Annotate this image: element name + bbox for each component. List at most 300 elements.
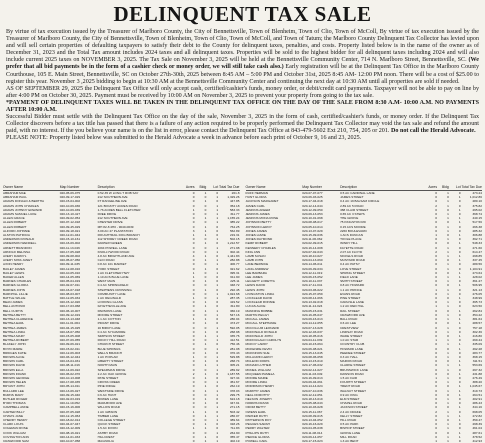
lot: 1	[458, 258, 461, 263]
map-number: 020-08-08-017	[302, 220, 323, 225]
description: FAYETTE ROAD	[340, 245, 364, 250]
lot: 0	[216, 224, 219, 229]
owner-name: ARNOLD MELISSA	[3, 249, 31, 254]
owner-name: BETHEA ROBERT	[3, 338, 29, 343]
acres: 1	[192, 207, 195, 212]
description: 0.15 ACS MOORE	[340, 224, 366, 229]
lot: 0	[458, 438, 461, 443]
owner-name: JONES LIZZIE	[245, 233, 266, 238]
acres: 0	[192, 199, 195, 204]
owner-name: LEWIS JOHN	[245, 287, 265, 292]
listing-column-left	[3, 185, 240, 443]
map-number: 020-12-01-044	[59, 233, 81, 238]
total-due: 473.27	[229, 321, 240, 326]
owner-name: NEAL DOROTHY	[245, 392, 270, 397]
acres: 1	[435, 375, 438, 380]
lot: 1	[216, 413, 219, 418]
bldg: 0	[204, 249, 207, 254]
owner-name: CRAWFORD SAM	[3, 438, 29, 443]
description: 0.65 AC 3 STEPS	[340, 212, 365, 217]
owner-name: CARTER BILLY	[3, 409, 25, 414]
bldg: 0	[204, 237, 207, 242]
map-number: 020-12-15-063	[59, 413, 81, 418]
bldg: 0	[447, 430, 449, 435]
total-due: 273.64	[472, 270, 482, 275]
header-description: Description	[97, 185, 115, 189]
bldg: 0	[447, 207, 449, 212]
lot: 1	[216, 237, 219, 242]
bldg: 1	[447, 367, 449, 372]
bldg: 1	[447, 325, 449, 330]
bldg: 0	[447, 371, 449, 376]
acres: 0	[435, 354, 438, 359]
description: HILL ROAD	[340, 417, 357, 422]
bldg: 0	[447, 220, 449, 225]
acres: 0	[435, 300, 438, 305]
lot: 1	[458, 254, 461, 259]
bldg: 1	[447, 342, 449, 347]
map-number: 020-07-09-055	[59, 338, 81, 343]
bldg: 0	[204, 367, 207, 372]
map-number: 020-09-17-029	[59, 195, 81, 200]
acres: 0	[192, 350, 195, 355]
owner-name: AXON HENRY	[3, 262, 24, 267]
owner-name: KING ANN	[245, 249, 261, 254]
map-number: 020-10-09-036	[59, 203, 81, 208]
owner-name: BULLARD LEE	[3, 388, 24, 393]
total-due: 311.51	[472, 359, 482, 364]
acres: 0	[435, 333, 438, 338]
bldg: 1	[447, 375, 449, 380]
acres: 0	[435, 228, 438, 233]
acres: 0	[435, 241, 438, 246]
total-due: 611.90	[230, 275, 240, 280]
map-number: 020-07-10-036	[302, 388, 323, 393]
acres: 2	[435, 203, 438, 208]
description: NORTH MAIN	[97, 363, 118, 368]
total-due: 306.88	[472, 233, 482, 238]
owner-name: ADAMS JOHN CHARLES	[3, 203, 39, 208]
description: YORK STREET	[97, 266, 120, 271]
acres: 0	[192, 325, 195, 330]
owner-name: ARNETT BRANDON	[3, 245, 32, 250]
lot: 0	[458, 375, 461, 380]
acres: 0	[192, 241, 195, 246]
owner-name: MCKENZIE KEVIN	[245, 346, 272, 351]
acres: 0	[435, 296, 438, 301]
lot: 0	[458, 300, 461, 305]
map-number: 020-04-05-038	[302, 426, 323, 431]
total-due: 302.36	[472, 329, 482, 334]
owner-name: BETHEA MARY	[3, 333, 25, 338]
bldg: 1	[447, 228, 449, 233]
bldg: 1	[447, 291, 449, 296]
bldg: 0	[204, 291, 207, 296]
bldg: 1	[447, 380, 449, 385]
bldg: 1	[447, 312, 449, 317]
owner-name: LOCKLEAR RONNIE	[245, 300, 275, 305]
total-due: 335.76	[229, 333, 240, 338]
bldg: 0	[204, 346, 207, 351]
map-number: 020-09-02-054	[59, 216, 81, 221]
map-number: 020-15-09-036	[302, 233, 323, 238]
owner-name: MOORE LINDA	[245, 380, 268, 385]
owner-name: PARKER RUTH	[245, 413, 268, 418]
lot: 0	[216, 304, 219, 309]
total-due: 757.18	[472, 325, 482, 330]
bldg: 1	[204, 228, 207, 233]
lot: 1	[216, 270, 219, 275]
bldg: 1	[447, 434, 449, 439]
total-due: 1,024.68	[227, 291, 240, 296]
total-due: 562.89	[229, 228, 240, 233]
total-due: 348.99	[472, 296, 482, 301]
total-due: 272.82	[472, 413, 482, 418]
description: 1 ACS DUNCAN	[340, 233, 363, 238]
total-due: 287.61	[472, 430, 482, 435]
bldg: 1	[204, 434, 207, 439]
lot: 1	[216, 405, 219, 410]
description: 1.0 AC STAR	[340, 338, 359, 343]
bldg: 1	[447, 266, 449, 271]
acres: 0	[192, 384, 195, 389]
lot: 1	[216, 308, 219, 313]
lot: 0	[458, 422, 461, 427]
owner-name: ANDERSON RONALD	[3, 237, 35, 242]
lot: 0	[458, 329, 461, 334]
bldg: 1	[447, 354, 449, 359]
bldg: 1	[204, 233, 207, 238]
acres: 1	[192, 296, 195, 301]
bldg: 1	[204, 363, 207, 368]
owner-name: JONES RAYMOND	[245, 237, 273, 242]
description: FT RANGELINE AVE	[97, 199, 127, 204]
total-due: 368.15	[472, 354, 482, 359]
acres: 0	[192, 287, 195, 292]
total-due: 355.47	[229, 434, 240, 439]
bldg: 1	[447, 287, 449, 292]
bldg: 1	[204, 413, 207, 418]
lot: 1	[458, 430, 461, 435]
bldg: 0	[447, 359, 449, 364]
total-due: 553.69	[472, 363, 482, 368]
acres: 0	[435, 380, 438, 385]
map-number: 020-14-01-033	[59, 434, 81, 439]
total-due: 378.52	[472, 434, 482, 439]
map-number: 020-15-11-067	[302, 409, 323, 414]
map-number: 020-13-07-029	[302, 228, 323, 233]
lot: 1	[458, 392, 461, 397]
acres: 0	[192, 291, 195, 296]
total-due: 285.32	[472, 228, 482, 233]
description: KELLY STREET	[340, 413, 363, 418]
acres: 0	[435, 245, 438, 250]
total-due: 698.05	[472, 409, 482, 414]
bldg: 1	[447, 279, 449, 284]
bldg: 0	[204, 283, 207, 288]
acres: 0	[192, 262, 195, 267]
total-due: 624.18	[229, 396, 240, 401]
lot: 0	[458, 409, 461, 414]
acres: 0	[192, 195, 195, 200]
notice-sept: AS OF SEPTEMBER 29, 2025 the Delinquent Tax Office will only accept cash, certified/cashier's funds, money order, or debit/credit card payments. Taxpayer will not be able to pay on line by after 4:00 PM on October 30, 2025. Payment must be received by 10:00 AM on November 3, 2025 to prevent your property from going to the tax sale.	[6, 85, 479, 99]
total-due: 359.47	[472, 417, 482, 422]
lot: 0	[458, 338, 461, 343]
map-number: 020-14-12-055	[302, 321, 323, 326]
bldg: 1	[447, 216, 449, 221]
owner-name: LAMB JOHN	[245, 258, 264, 263]
owner-name: LAMB SUSAN	[245, 254, 266, 259]
owner-name: BELL CURTIS	[3, 308, 23, 313]
owner-name: BARNHILL LILLIE	[3, 291, 28, 296]
lot: 1	[458, 275, 461, 280]
map-number: 020-16-04-031	[59, 359, 81, 364]
acres: 0	[435, 329, 438, 334]
owner-name: PHILLIPS RUTH	[245, 430, 269, 435]
total-due: 280.04	[229, 317, 240, 322]
acres: 0	[192, 191, 195, 195]
description: CRESTVIEW	[340, 325, 359, 330]
map-number: 020-17-08-035	[59, 380, 81, 385]
description: FIELD LANE	[340, 275, 358, 280]
lot: 1	[216, 216, 219, 221]
bldg: 1	[447, 317, 449, 322]
bldg: 0	[447, 333, 449, 338]
owner-name: BETHEA JAMES	[3, 325, 27, 330]
total-due: 268.74	[229, 359, 240, 364]
owner-name: ODOM BETTY	[245, 405, 266, 410]
map-number: 020-05-10-014	[302, 224, 323, 229]
total-due: 289.56	[472, 262, 482, 267]
lot: 0	[458, 237, 461, 242]
lot: 1	[216, 249, 219, 254]
description: 75 KINGSTON RD	[340, 220, 366, 225]
bldg: 1	[204, 401, 207, 406]
map-number: 020-07-13-028	[302, 325, 323, 330]
map-number: 020-14-14-024	[302, 384, 323, 389]
map-number: 020-15-05-008	[59, 333, 81, 338]
owner-name: HUNT GLORIA	[245, 195, 267, 200]
owner-name: BURNS MARY	[3, 392, 24, 397]
acres: 0	[192, 224, 195, 229]
acres: 0	[192, 329, 195, 334]
bldg: 1	[447, 304, 449, 309]
owner-name: LEE JAMES	[245, 275, 263, 280]
description: BALL ROAD	[340, 317, 358, 322]
acres: 0	[192, 434, 195, 439]
description: 0.8 AC HOWARD	[340, 283, 365, 288]
lot: 0	[216, 434, 219, 439]
description: NICKELS ROAD	[340, 254, 364, 259]
total-due: 264.90	[229, 430, 240, 435]
map-number: 020-04-15-025	[59, 325, 81, 330]
total-due: 583.33	[229, 207, 240, 212]
map-number: 020-09-15-040	[59, 392, 81, 397]
map-number: 020-08-03-007	[59, 291, 81, 296]
description: COUNTRY CLUB	[340, 342, 365, 347]
owner-name: JAMES CARL	[245, 203, 265, 208]
bldg: 1	[447, 396, 449, 401]
map-number: 020-05-04-019	[59, 279, 81, 284]
description: 16 BIRCH LANE	[97, 325, 121, 330]
total-due: 311.80	[230, 304, 240, 309]
acres: 1	[435, 233, 438, 238]
header-bldg: Bldg	[199, 185, 207, 189]
map-number: 020-12-14-044	[302, 203, 323, 208]
acres: 0	[192, 266, 195, 271]
lot: 1	[216, 312, 219, 317]
acres: 0	[435, 430, 438, 435]
owner-name: LOCKLEAR DAVID	[245, 296, 273, 301]
lot: 0	[216, 266, 219, 271]
bldg: 0	[447, 195, 449, 200]
acres: 0	[192, 304, 195, 309]
description: CARLISLE LANE	[340, 300, 364, 305]
description: CLARKE STREET	[340, 363, 366, 368]
owner-name: BROWN DAVID	[3, 363, 25, 368]
description: 2.89 AC 5 ROAD	[340, 203, 364, 208]
acres: 0	[435, 195, 438, 200]
acres: 0	[435, 388, 438, 393]
description: FAYETTEVILLE AVE	[97, 304, 127, 309]
bldg: 0	[204, 262, 207, 267]
bldg: 1	[204, 304, 207, 309]
map-number: 020-13-02-018	[302, 300, 323, 305]
bldg: 1	[447, 245, 449, 250]
total-due: 1,441.83	[227, 254, 240, 259]
total-due: 406.77	[229, 262, 240, 267]
owner-name: BAILEY LEWIS	[3, 270, 25, 275]
map-number: 020-10-01-068	[302, 216, 323, 221]
description: MH 82-8 4H0 - 9040-0039	[97, 224, 134, 229]
total-due: 376.43	[229, 350, 240, 355]
description: 1.5 AC FAIR	[340, 375, 358, 380]
lot: 0	[216, 275, 219, 280]
lot: 1	[216, 388, 219, 393]
map-number: 020-14-05-069	[59, 275, 81, 280]
description: EVANS ROAD	[340, 291, 361, 296]
owner-name: CHERRY HENRY	[3, 417, 28, 422]
description: 0.4 AC SYCAMORE	[97, 329, 126, 334]
total-due: 348.72	[229, 283, 240, 288]
acres: 1	[435, 287, 438, 292]
lot: 1	[458, 270, 461, 275]
map-number: 020-13-15-010	[302, 359, 323, 364]
description: WESTSIDE DRIVE	[97, 388, 125, 393]
acres: 0	[435, 396, 438, 401]
bldg: 1	[447, 409, 449, 414]
bldg: 0	[447, 233, 449, 238]
lot: 0	[458, 245, 461, 250]
total-due: 592.05	[229, 325, 240, 330]
total-due: 547.16	[229, 312, 240, 317]
acres: 0	[192, 405, 195, 410]
acres: 1	[192, 233, 195, 238]
lot: 1	[458, 195, 461, 200]
owner-name: BROWN CARL	[3, 359, 24, 364]
total-due: 337.45	[472, 258, 482, 263]
acres: 0	[435, 317, 438, 322]
description: 0.4 AC 19 BALSAM CIRCLE	[340, 199, 380, 204]
description: ROUGHTRAIL DOG BRANCH	[97, 233, 140, 238]
total-due: 354.18	[229, 203, 240, 208]
total-due: 711.83	[230, 426, 240, 431]
owner-name: KEMP ROBERT	[245, 241, 268, 246]
owner-name: BETHEA LINDA	[3, 329, 26, 334]
lot: 0	[458, 262, 461, 267]
acres: 1	[435, 438, 438, 443]
acres: 0	[192, 363, 195, 368]
total-due: 412.51	[229, 338, 240, 343]
acres: 0	[435, 258, 438, 263]
total-due: 1,212.57	[227, 241, 240, 246]
owner-name: KENNEDY CHARLES	[245, 245, 276, 250]
bldg: 0	[204, 430, 207, 435]
acres: 4	[192, 254, 195, 259]
owner-name: LIVINGSTON LINDA	[245, 291, 275, 296]
map-number: 020-18-10-027	[302, 254, 323, 259]
header-acres: Acres	[185, 185, 195, 189]
total-due: 1,104.91	[469, 266, 482, 271]
acres: 0	[192, 417, 195, 422]
map-number: 020-09-14-057	[302, 434, 323, 439]
bldg: 1	[204, 371, 207, 376]
map-number: 020-15-16-006	[59, 405, 81, 410]
total-due: 295.02	[472, 207, 482, 212]
owner-name: PIERCE GLORIA	[245, 434, 270, 439]
owner-name: MCDONALD RONALD	[245, 329, 277, 334]
acres: 0	[435, 266, 438, 271]
header-total-due: Total Tax Due	[461, 185, 482, 189]
lot: 0	[216, 409, 219, 414]
description: RAIL STREET	[340, 308, 360, 313]
total-due: 378.03	[229, 388, 240, 393]
total-due: 318.26	[229, 422, 240, 427]
description: MAGNOLIA	[97, 438, 114, 443]
lot: 1	[216, 262, 219, 267]
total-due: 344.16	[472, 405, 482, 410]
notice-payment: *PAYMENT OF DELINQUENT TAXES WILL BE TAKEN IN THE DELINQUENT TAX OFFICE ON THE DAY OF THE SALE FROM 8:30 A.M- 10:00 A.M. NO PAYMENTS AFTER 10:00 A.M.	[6, 99, 479, 114]
owner-name: ADAMS DONALD & BERTHA	[3, 199, 45, 204]
acres: 0	[192, 312, 195, 317]
owner-name: NELSON JOSEPH	[245, 396, 272, 401]
header-description: Description	[340, 185, 358, 189]
bldg: 1	[204, 359, 207, 364]
owner-name: ALLEN ROBERT	[3, 220, 27, 225]
description: FOURTH STREET	[340, 380, 366, 385]
map-number: 020-13-04-052	[302, 417, 323, 422]
owner-name: MCKOY LARRY	[245, 342, 268, 347]
bldg: 1	[204, 191, 207, 195]
header-owner: Owner Name	[245, 185, 266, 189]
description: QUICK STREET	[97, 422, 121, 427]
description: CHAPEL ROAD	[340, 401, 363, 406]
lot: 1	[216, 207, 219, 212]
bldg: 1	[447, 422, 449, 427]
map-number: 020-11-08-014	[302, 430, 323, 435]
map-number: 020-07-12-018	[59, 220, 81, 225]
owner-name: BEAN JAMES	[3, 300, 23, 305]
description: WILLOW ROAD	[97, 405, 120, 410]
lot: 1	[216, 212, 219, 217]
total-due: 385.22	[229, 220, 240, 225]
acres: 0	[435, 325, 438, 330]
map-number: 020-11-03-049	[302, 371, 323, 376]
map-number: 020-05-07-050	[59, 258, 81, 263]
acres: 0	[435, 321, 438, 326]
map-number: 020-15-04-002	[59, 199, 81, 204]
map-number: 020-18-05-016	[302, 333, 323, 338]
